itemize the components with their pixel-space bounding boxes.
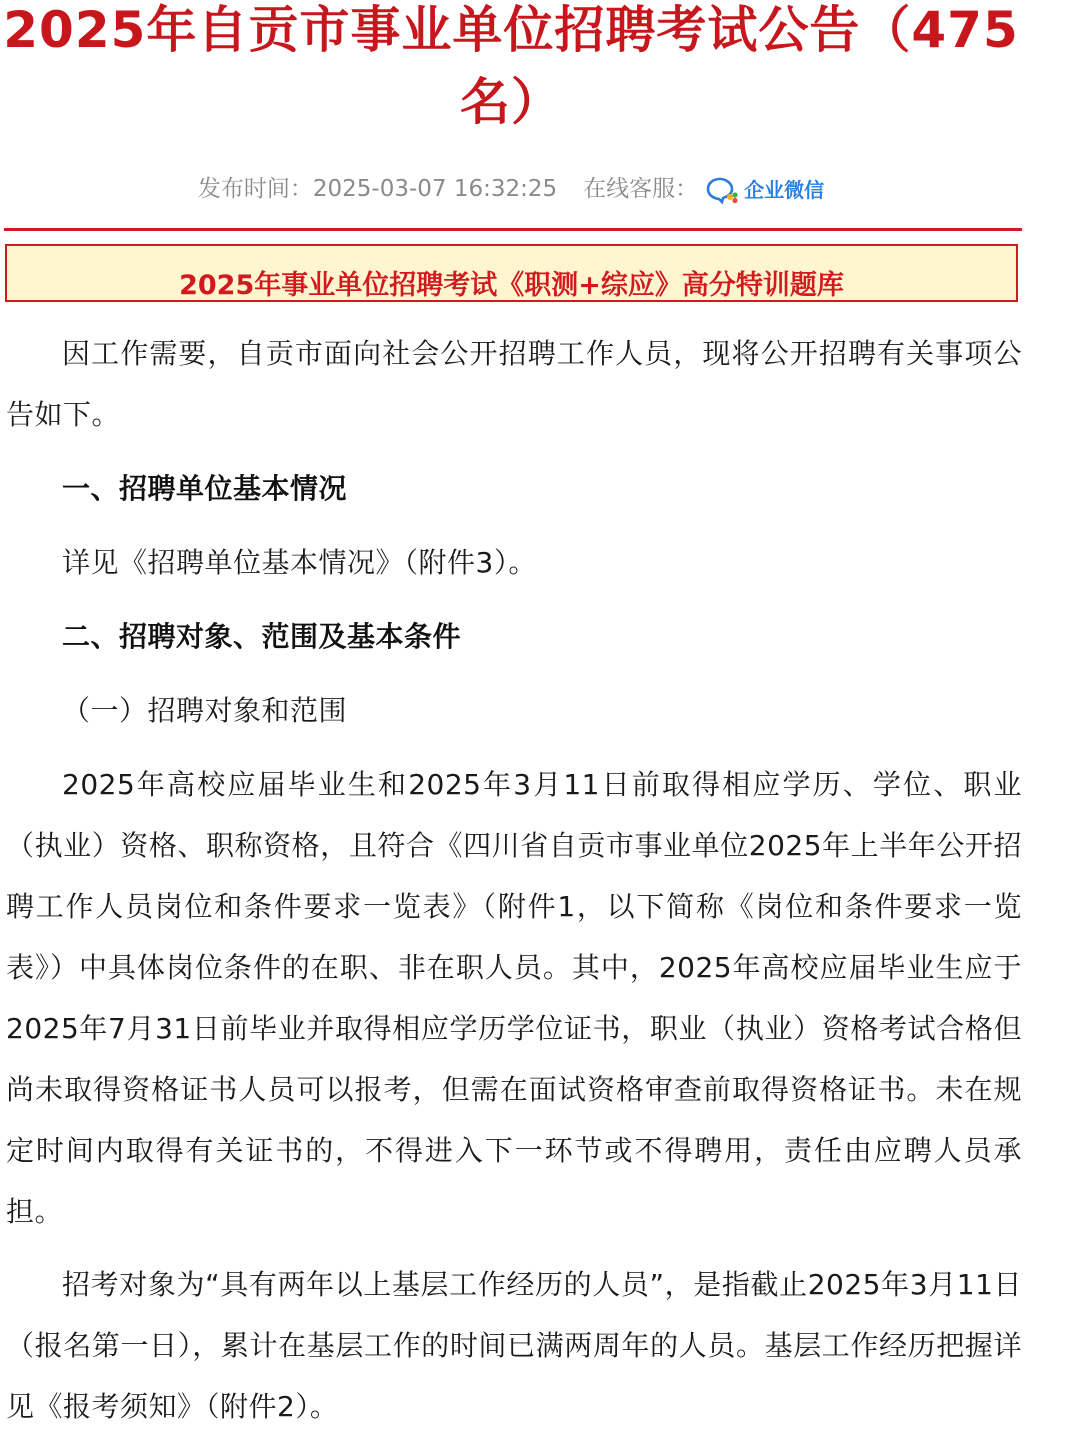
wecom-link[interactable] bbox=[706, 171, 824, 209]
online-service-label: 在线客服： bbox=[583, 176, 699, 202]
section-heading-1: 一、招聘单位基本情况 bbox=[62, 472, 348, 505]
title-divider bbox=[4, 228, 1022, 231]
article-meta bbox=[0, 170, 1022, 209]
publish-time-label: 发布时间： bbox=[197, 176, 313, 202]
wecom-label: 企业微信 bbox=[744, 177, 825, 202]
promo-banner[interactable] bbox=[5, 244, 1018, 302]
paragraph-eligibility: 2025年高校应届毕业生和2025年3月11日前取得相应学历、学位、职业（执业）资格、职称资格，且符合《四川省自贡市事业单位2025年上半年公开招聘工作人员岗位和条件要求一览表》（附件1，以下简称《岗位和条件要求一览表》）中具体岗位条件的在职、非在职人员。其中，2025年高校应届毕业生应于2025年7月31日前毕业并取得相应学历学位证书，职业（执业）资格考试合格但尚未取得资格证书人员可以报考，但需在面试资格审查前取得资格证书。未在规定时间内取得有关证书的，不得进入下一环节或不得聘用，责任由应聘人员承担。 bbox=[6, 768, 1022, 1228]
paragraph-attachment-3: 详见《招聘单位基本情况》（附件3）。 bbox=[62, 546, 537, 579]
publish-time: 2025-03-07 16:32:25 bbox=[312, 176, 558, 202]
page-title: 2025年自贡市事业单位招聘考试公告（475名） bbox=[3, 1, 1019, 131]
paragraph-grassroots: 招考对象为“具有两年以上基层工作经历的人员”，是指截止2025年3月11日（报名第一日），累计在基层工作的时间已满两周年的人员。基层工作经历把握详见《报考须知》（附件2）。 bbox=[6, 1268, 1022, 1423]
subsection-heading-1: （一）招聘对象和范围 bbox=[62, 694, 348, 727]
article-body bbox=[6, 323, 1022, 1437]
wecom-icon bbox=[706, 176, 740, 204]
section-heading-2: 二、招聘对象、范围及基本条件 bbox=[62, 620, 462, 653]
promo-banner-text: 2025年事业单位招聘考试《职测+综应》高分特训题库 bbox=[179, 270, 844, 301]
intro-paragraph: 因工作需要，自贡市面向社会公开招聘工作人员，现将公开招聘有关事项公告如下。 bbox=[6, 337, 1022, 431]
